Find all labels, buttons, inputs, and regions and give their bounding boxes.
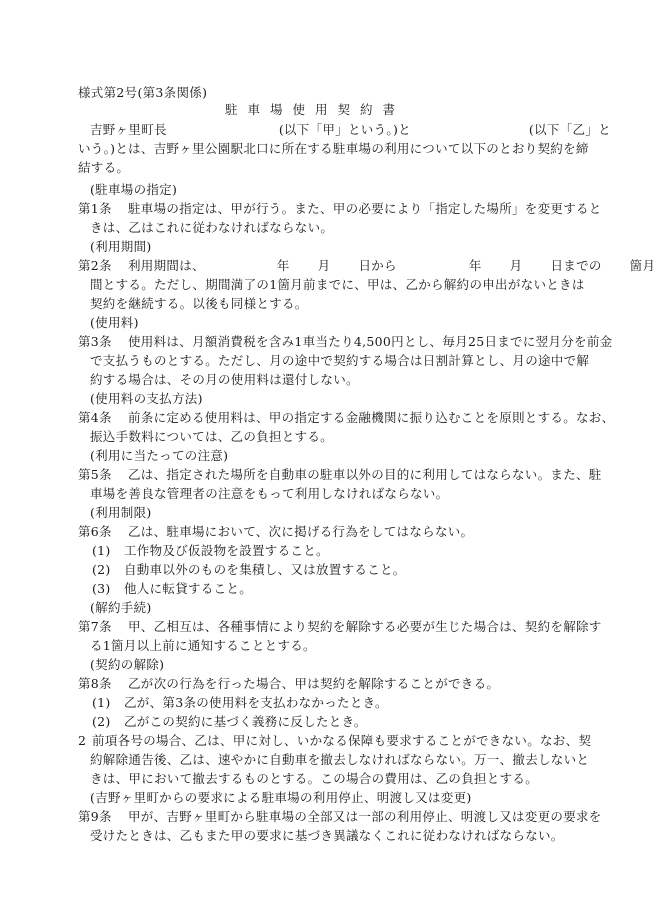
article-5-line-1: 第5条 乙は、指定された場所を自動車の駐車以外の目的に利用してはならない。また、駐 bbox=[78, 467, 602, 482]
article-4-number: 第4条 bbox=[78, 410, 112, 425]
article-6-number: 第6条 bbox=[78, 524, 112, 539]
document-title: 駐車場使用契約書 bbox=[224, 102, 405, 117]
article-8-item-2: (2) 乙がこの契約に基づく義務に反したとき。 bbox=[92, 714, 367, 729]
article-1-line-1: 第1条 駐車場の指定は、甲が行う。また、甲の必要により「指定した場所」を変更すると bbox=[78, 201, 602, 216]
article-2-number: 第2条 bbox=[78, 258, 112, 273]
article-6-line-1: 第6条 乙は、駐車場において、次に掲げる行為をしてはならない。 bbox=[78, 524, 474, 539]
article-3-heading: (使用料) bbox=[90, 315, 139, 330]
party-b-definition: (以下「乙」と bbox=[528, 122, 611, 137]
article-9-heading: (吉野ヶ里町からの要求による駐車場の利用停止、明渡し又は変更) bbox=[90, 790, 472, 805]
article-7-heading: (解約手続) bbox=[90, 600, 152, 615]
article-7-number: 第7条 bbox=[78, 619, 112, 634]
article-4-heading: (使用料の支払方法) bbox=[90, 391, 203, 406]
party-a-definition: (以下「甲」という。)と bbox=[278, 122, 411, 137]
article-4-line-2: 振込手数料については、乙の負担とする。 bbox=[90, 429, 333, 444]
article-3-line-2: で支払うものとする。ただし、月の途中で契約する場合は日割計算とし、月の途中で解 bbox=[90, 353, 590, 368]
form-header: 様式第2号(第3条関係) bbox=[78, 85, 208, 100]
article-6-heading: (利用制限) bbox=[90, 505, 152, 520]
article-9-line-2: 受けたときは、乙もまた甲の要求に基づき異議なくこれに従わなければならない。 bbox=[90, 828, 564, 843]
party-a-name: 吉野ヶ里町長 bbox=[90, 122, 167, 137]
article-5-number: 第5条 bbox=[78, 467, 112, 482]
article-2-heading: (利用期間) bbox=[90, 239, 152, 254]
article-2-line-3: 契約を継続する。以後も同様とする。 bbox=[90, 296, 308, 311]
article-8-heading: (契約の解除) bbox=[90, 657, 165, 672]
intro-line-3: 結する。 bbox=[78, 160, 130, 175]
article-8-paragraph-2-line-2: 約解除通告後、乙は、速やかに自動車を撤去しなければならない。万一、撤去しないと bbox=[90, 752, 590, 767]
article-6-item-3: (3) 他人に転貸すること。 bbox=[92, 581, 253, 596]
article-6-item-2: (2) 自動車以外のものを集積し、又は放置すること。 bbox=[92, 562, 406, 577]
article-8-number: 第8条 bbox=[78, 676, 112, 691]
article-2-line-2: 間とする。ただし、期間満了の1箇月前までに、甲は、乙から解約の申出がないときは bbox=[90, 277, 585, 292]
article-8-line-1: 第8条 乙が次の行為を行った場合、甲は契約を解除することができる。 bbox=[78, 676, 500, 691]
article-1-number: 第1条 bbox=[78, 201, 112, 216]
article-5-heading: (利用に当たっての注意) bbox=[90, 448, 229, 463]
article-3-line-1: 第3条 使用料は、月額消費税を含み1車当たり4,500円とし、毎月25日までに翌月分を前金 bbox=[78, 334, 613, 349]
article-1-heading: (駐車場の指定) bbox=[90, 182, 178, 197]
article-3-number: 第3条 bbox=[78, 334, 112, 349]
article-8-item-1: (1) 乙が、第3条の使用料を支払わなかったとき。 bbox=[92, 695, 388, 710]
article-1-line-2: きは、乙はこれに従わなければならない。 bbox=[90, 220, 334, 235]
article-7-line-2: る1箇月以上前に通知することとする。 bbox=[90, 638, 316, 653]
intro-line-1 bbox=[90, 121, 611, 138]
article-8-paragraph-2-line-3: きは、甲において撤去するものとする。この場合の費用は、乙の負担とする。 bbox=[90, 771, 539, 786]
intro-line-2: いう。)とは、吉野ヶ里公園駅北口に所在する駐車場の利用について以下のとおり契約を締 bbox=[78, 141, 589, 156]
article-9-line-1: 第9条 甲が、吉野ヶ里町から駐車場の全部又は一部の利用停止、明渡し又は変更の要求を bbox=[78, 809, 602, 824]
article-2-line-1: 第2条 利用期間は、 年 月 日から 年 月 日までの 箇月 bbox=[78, 258, 655, 273]
article-7-line-1: 第7条 甲、乙相互は、各種事情により契約を解除する必要が生じた場合は、契約を解除す bbox=[78, 619, 602, 634]
article-9-number: 第9条 bbox=[78, 809, 112, 824]
article-5-line-2: 車場を善良な管理者の注意をもって利用しなければならない。 bbox=[90, 486, 449, 501]
article-6-item-1: (1) 工作物及び仮設物を設置すること。 bbox=[92, 543, 329, 558]
article-8-paragraph-2-line-1: 2 前項各号の場合、乙は、甲に対し、いかなる保障も要求することができない。なお、契 bbox=[78, 733, 592, 748]
article-4-line-1: 第4条 前条に定める使用料は、甲の指定する金融機関に振り込むことを原則とする。なお、 bbox=[78, 410, 615, 425]
article-3-line-3: 約する場合は、その月の使用料は還付しない。 bbox=[90, 372, 359, 387]
